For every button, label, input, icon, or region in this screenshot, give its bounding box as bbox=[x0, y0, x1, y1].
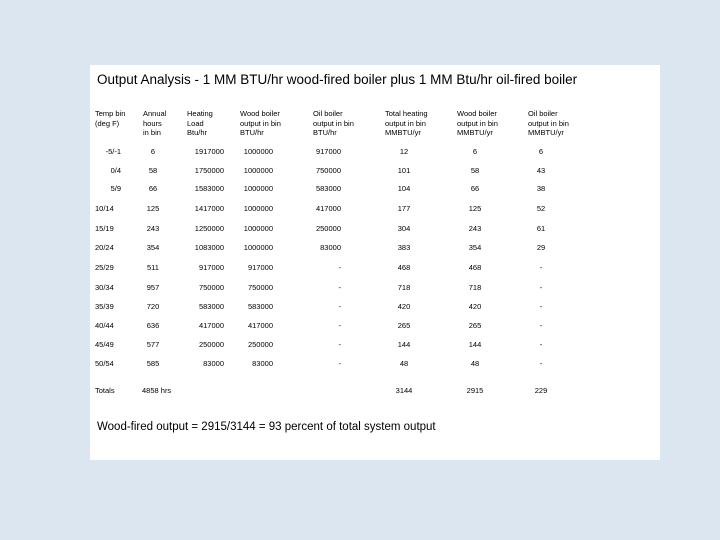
table-cell: - bbox=[539, 283, 543, 292]
header-line: (deg F) bbox=[95, 118, 120, 128]
header-line: Total heating bbox=[385, 109, 428, 118]
table-cell: 243 bbox=[146, 224, 160, 233]
table-cell: 1000000 bbox=[243, 243, 273, 252]
table-cell: 750000 bbox=[247, 283, 273, 292]
table-cell: - bbox=[539, 263, 543, 272]
header-line: output in bin bbox=[457, 118, 498, 128]
table-cell: 243 bbox=[468, 224, 482, 233]
table-cell: 58 bbox=[470, 166, 480, 175]
table-cell: 58 bbox=[148, 166, 158, 175]
table-cell: 48 bbox=[399, 359, 409, 368]
header-line: Load bbox=[187, 118, 204, 128]
header-line: output in bin bbox=[240, 118, 281, 128]
document-title: Output Analysis - 1 MM BTU/hr wood-fired boiler plus 1 MM Btu/hr oil-fired boiler bbox=[97, 72, 578, 87]
header-line: Wood boiler bbox=[457, 109, 497, 118]
header-line: Oil boiler bbox=[313, 109, 343, 118]
table-cell: 511 bbox=[147, 263, 159, 272]
table-cell: 48 bbox=[470, 359, 480, 368]
column-header-oil-boiler-output-in-bin-mmbtu-yr bbox=[528, 109, 569, 138]
header-line: MMBTU/yr bbox=[528, 128, 564, 137]
table-cell: - bbox=[338, 359, 341, 368]
table-cell: 1250000 bbox=[194, 224, 224, 233]
table-cell: 25/29 bbox=[95, 263, 114, 272]
header-line: Wood boiler bbox=[240, 109, 280, 118]
column-header-total-heating-output-in-bin-mmbtu-yr bbox=[385, 109, 428, 138]
table-cell: 101 bbox=[397, 166, 411, 175]
table-cell: 420 bbox=[468, 302, 482, 311]
table-cell: 45/49 bbox=[95, 340, 114, 349]
table-cell: 1083000 bbox=[194, 243, 224, 252]
table-cell: 354 bbox=[146, 243, 160, 252]
table-cell: 1917000 bbox=[194, 147, 224, 156]
table-cell: - bbox=[539, 302, 543, 311]
totals-cell: 2915 bbox=[466, 386, 484, 395]
table-cell: 125 bbox=[468, 204, 482, 213]
table-cell: 1000000 bbox=[243, 224, 273, 233]
table-cell: - bbox=[539, 321, 543, 330]
table-cell: -5/-1 bbox=[105, 147, 121, 156]
table-cell: 468 bbox=[468, 263, 482, 272]
document-sheet bbox=[90, 65, 660, 460]
header-line: in bin bbox=[143, 128, 161, 137]
header-line: Temp bin bbox=[95, 109, 126, 118]
table-cell: 383 bbox=[397, 243, 411, 252]
table-cell: 83000 bbox=[252, 359, 273, 368]
header-line: Annual bbox=[143, 109, 167, 118]
header-line: output in bin bbox=[528, 118, 569, 128]
table-cell: 583000 bbox=[315, 184, 341, 193]
table-cell: 0/4 bbox=[110, 166, 121, 175]
totals-cell: 229 bbox=[534, 386, 548, 395]
header-line: Heating bbox=[187, 109, 213, 118]
table-cell: 250000 bbox=[315, 224, 341, 233]
table-cell: 43 bbox=[536, 166, 546, 175]
table-cell: 66 bbox=[148, 184, 158, 193]
column-header-temp-bin-deg-f bbox=[95, 109, 125, 128]
table-cell: - bbox=[338, 263, 341, 272]
header-line: MMBTU/yr bbox=[385, 128, 421, 137]
table-cell: 750000 bbox=[198, 283, 224, 292]
table-cell: 1000000 bbox=[243, 147, 273, 156]
table-cell: 420 bbox=[397, 302, 411, 311]
header-line: output in bin bbox=[313, 118, 354, 128]
table-cell: 6 bbox=[538, 147, 544, 156]
header-line: output in bin bbox=[385, 118, 426, 128]
table-cell: 917000 bbox=[198, 263, 224, 272]
table-cell: 577 bbox=[146, 340, 160, 349]
header-line: Oil boiler bbox=[528, 109, 558, 118]
table-cell: 718 bbox=[468, 283, 482, 292]
table-cell: 61 bbox=[536, 224, 546, 233]
table-cell: 30/34 bbox=[95, 283, 114, 292]
table-cell: - bbox=[338, 321, 341, 330]
table-cell: 125 bbox=[146, 204, 160, 213]
column-header-annual-hours-in-bin bbox=[143, 109, 166, 138]
table-cell: 29 bbox=[536, 243, 546, 252]
table-cell: 1000000 bbox=[243, 184, 273, 193]
totals-cell: 4858 hrs bbox=[142, 386, 172, 395]
table-cell: 957 bbox=[146, 283, 160, 292]
table-cell: 417000 bbox=[198, 321, 224, 330]
table-cell: - bbox=[338, 302, 341, 311]
table-cell: - bbox=[338, 283, 341, 292]
header-line: BTU/hr bbox=[313, 128, 337, 137]
table-cell: 583000 bbox=[247, 302, 273, 311]
column-header-wood-boiler-output-in-bin-mmbtu-yr bbox=[457, 109, 498, 138]
table-cell: 6 bbox=[472, 147, 478, 156]
table-cell: 5/9 bbox=[110, 184, 121, 193]
table-cell: 40/44 bbox=[95, 321, 114, 330]
table-cell: 15/19 bbox=[95, 224, 114, 233]
table-cell: 468 bbox=[397, 263, 411, 272]
table-cell: - bbox=[539, 359, 543, 368]
header-line: MMBTU/yr bbox=[457, 128, 493, 137]
table-cell: 718 bbox=[397, 283, 411, 292]
table-cell: 720 bbox=[146, 302, 160, 311]
header-line: BTU/hr bbox=[240, 128, 264, 137]
table-cell: 1000000 bbox=[243, 204, 273, 213]
table-cell: 1417000 bbox=[194, 204, 224, 213]
header-line: hours bbox=[143, 118, 162, 128]
column-header-wood-boiler-output-in-bin-btu-hr bbox=[240, 109, 281, 138]
table-cell: 250000 bbox=[247, 340, 273, 349]
table-cell: 12 bbox=[399, 147, 409, 156]
table-cell: 50/54 bbox=[95, 359, 114, 368]
totals-cell: 3144 bbox=[395, 386, 413, 395]
table-cell: 750000 bbox=[315, 166, 341, 175]
column-header-oil-boiler-output-in-bin-btu-hr bbox=[313, 109, 354, 138]
table-cell: 1000000 bbox=[243, 166, 273, 175]
column-header-heating-load-btu-hr bbox=[187, 109, 213, 138]
table-cell: 354 bbox=[468, 243, 482, 252]
table-cell: 144 bbox=[397, 340, 411, 349]
table-cell: 83000 bbox=[320, 243, 341, 252]
table-cell: 250000 bbox=[198, 340, 224, 349]
table-cell: 66 bbox=[470, 184, 480, 193]
table-cell: 417000 bbox=[315, 204, 341, 213]
summary-line: Wood-fired output = 2915/3144 = 93 percent of total system output bbox=[97, 421, 436, 433]
table-cell: 38 bbox=[536, 184, 546, 193]
totals-label: Totals bbox=[95, 386, 115, 395]
table-cell: 35/39 bbox=[95, 302, 114, 311]
header-line: Btu/hr bbox=[187, 128, 208, 137]
table-cell: 144 bbox=[468, 340, 482, 349]
table-cell: 636 bbox=[146, 321, 160, 330]
table-cell: 52 bbox=[536, 204, 546, 213]
table-cell: 6 bbox=[150, 147, 156, 156]
table-cell: 104 bbox=[397, 184, 411, 193]
table-cell: - bbox=[338, 340, 341, 349]
table-cell: 265 bbox=[468, 321, 482, 330]
table-cell: 1583000 bbox=[194, 184, 224, 193]
table-cell: 585 bbox=[146, 359, 160, 368]
table-cell: 1750000 bbox=[194, 166, 224, 175]
table-cell: 417000 bbox=[247, 321, 273, 330]
table-cell: 10/14 bbox=[95, 204, 114, 213]
table-cell: 177 bbox=[397, 204, 411, 213]
table-cell: 583000 bbox=[198, 302, 224, 311]
table-cell: 304 bbox=[397, 224, 411, 233]
table-cell: 20/24 bbox=[95, 243, 114, 252]
table-cell: 83000 bbox=[203, 359, 224, 368]
table-cell: 917000 bbox=[315, 147, 341, 156]
table-cell: 917000 bbox=[247, 263, 273, 272]
table-cell: 265 bbox=[397, 321, 411, 330]
table-cell: - bbox=[539, 340, 543, 349]
